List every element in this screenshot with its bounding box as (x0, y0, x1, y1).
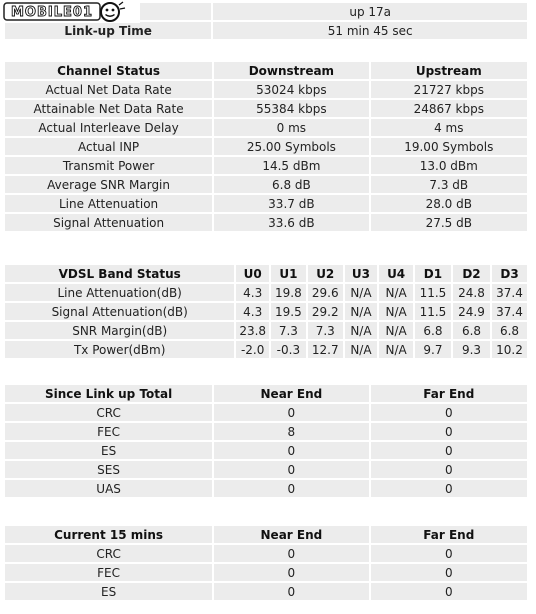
linkup-time-row (5, 22, 527, 39)
vdsl-header-row (5, 265, 527, 282)
band-value: -0.3 (271, 341, 306, 358)
since-linkup-table (3, 383, 529, 499)
band-header: U3 (345, 265, 378, 282)
status-value: up 17a (213, 3, 527, 20)
near-end-value: 8 (214, 423, 368, 440)
current-15-table (3, 524, 529, 602)
channel-row (5, 176, 527, 193)
band-value: N/A (379, 284, 413, 301)
far-end-value: 0 (371, 423, 527, 440)
upstream-value: 21727 kbps (371, 81, 527, 98)
metric-label: Tx Power(dBm) (5, 341, 234, 358)
channel-row (5, 195, 527, 212)
near-end-header: Near End (214, 526, 368, 543)
downstream-value: 53024 kbps (214, 81, 368, 98)
far-end-value: 0 (371, 461, 527, 478)
current-15-header-row (5, 526, 527, 543)
band-value: 37.4 (492, 303, 527, 320)
band-value: 29.6 (308, 284, 343, 301)
band-header: U2 (308, 265, 343, 282)
band-value: 37.4 (492, 284, 527, 301)
mobile01-logo-graphic (2, 1, 140, 23)
channel-header-row (5, 62, 527, 79)
downstream-value: 33.7 dB (214, 195, 368, 212)
mobile01-logo (2, 1, 140, 23)
since-linkup-header-row (5, 385, 527, 402)
current-15-rows (5, 545, 527, 600)
counter-label: CRC (5, 404, 212, 421)
band-value: 10.2 (492, 341, 527, 358)
vdsl-rows (5, 284, 527, 358)
near-end-header: Near End (214, 385, 368, 402)
band-value: 6.8 (453, 322, 490, 339)
metric-label: Signal Attenuation(dB) (5, 303, 234, 320)
since-linkup-row (5, 480, 527, 497)
band-value: 7.3 (308, 322, 343, 339)
downstream-value: 33.6 dB (214, 214, 368, 231)
near-end-value: 0 (214, 461, 368, 478)
far-end-value: 0 (371, 583, 527, 600)
channel-status-table (3, 60, 529, 233)
channel-row (5, 119, 527, 136)
vdsl-row (5, 341, 527, 358)
metric-label: Attainable Net Data Rate (5, 100, 212, 117)
current-15-row (5, 545, 527, 562)
vdsl-band-table (3, 263, 529, 360)
band-header: U1 (271, 265, 306, 282)
band-value: N/A (379, 341, 413, 358)
counter-label: UAS (5, 480, 212, 497)
upstream-value: 4 ms (371, 119, 527, 136)
downstream-value: 55384 kbps (214, 100, 368, 117)
metric-label: Transmit Power (5, 157, 212, 174)
downstream-value: 25.00 Symbols (214, 138, 368, 155)
metric-label: Line Attenuation(dB) (5, 284, 234, 301)
counter-label: FEC (5, 423, 212, 440)
upstream-value: 7.3 dB (371, 176, 527, 193)
upstream-header: Upstream (371, 62, 527, 79)
current-15-header: Current 15 mins (5, 526, 212, 543)
band-value: 24.9 (453, 303, 490, 320)
band-value: 23.8 (236, 322, 269, 339)
metric-label: Average SNR Margin (5, 176, 212, 193)
linkup-time-value: 51 min 45 sec (213, 22, 527, 39)
vdsl-row (5, 322, 527, 339)
channel-row (5, 138, 527, 155)
current-15-row (5, 564, 527, 581)
near-end-value: 0 (214, 583, 368, 600)
far-end-header: Far End (371, 526, 527, 543)
band-value: N/A (345, 303, 378, 320)
band-value: 4.3 (236, 284, 269, 301)
near-end-value: 0 (214, 545, 368, 562)
near-end-value: 0 (214, 564, 368, 581)
counter-label: ES (5, 583, 212, 600)
band-value: 6.8 (415, 322, 451, 339)
near-end-value: 0 (214, 442, 368, 459)
band-value: 19.8 (271, 284, 306, 301)
vdsl-row (5, 303, 527, 320)
band-value: N/A (345, 322, 378, 339)
band-value: N/A (379, 322, 413, 339)
band-header: U4 (379, 265, 413, 282)
far-end-value: 0 (371, 564, 527, 581)
band-header: D2 (453, 265, 490, 282)
counter-label: FEC (5, 564, 212, 581)
since-linkup-row (5, 442, 527, 459)
band-value: N/A (379, 303, 413, 320)
since-linkup-row (5, 461, 527, 478)
since-linkup-header: Since Link up Total (5, 385, 212, 402)
channel-row (5, 81, 527, 98)
band-value: 7.3 (271, 322, 306, 339)
downstream-header: Downstream (214, 62, 368, 79)
band-value: 29.2 (308, 303, 343, 320)
band-header: D1 (415, 265, 451, 282)
downstream-value: 0 ms (214, 119, 368, 136)
since-linkup-row (5, 404, 527, 421)
band-value: 11.5 (415, 303, 451, 320)
counter-label: SES (5, 461, 212, 478)
current-15-row (5, 583, 527, 600)
near-end-value: 0 (214, 480, 368, 497)
band-header: U0 (236, 265, 269, 282)
metric-label: SNR Margin(dB) (5, 322, 234, 339)
metric-label: Actual Interleave Delay (5, 119, 212, 136)
far-end-value: 0 (371, 480, 527, 497)
upstream-value: 28.0 dB (371, 195, 527, 212)
upstream-value: 27.5 dB (371, 214, 527, 231)
band-value: 24.8 (453, 284, 490, 301)
channel-status-header: Channel Status (5, 62, 212, 79)
metric-label: Actual Net Data Rate (5, 81, 212, 98)
channel-rows (5, 81, 527, 231)
far-end-header: Far End (371, 385, 527, 402)
band-value: 4.3 (236, 303, 269, 320)
channel-row (5, 157, 527, 174)
vdsl-band-status-header: VDSL Band Status (5, 265, 234, 282)
band-value: 12.7 (308, 341, 343, 358)
counter-label: ES (5, 442, 212, 459)
band-value: 6.8 (492, 322, 527, 339)
channel-row (5, 100, 527, 117)
far-end-value: 0 (371, 545, 527, 562)
metric-label: Actual INP (5, 138, 212, 155)
metric-label: Signal Attenuation (5, 214, 212, 231)
since-linkup-rows (5, 404, 527, 497)
band-value: 9.7 (415, 341, 451, 358)
downstream-value: 14.5 dBm (214, 157, 368, 174)
band-value: N/A (345, 341, 378, 358)
channel-row (5, 214, 527, 231)
band-value: 19.5 (271, 303, 306, 320)
band-header: D3 (492, 265, 527, 282)
far-end-value: 0 (371, 442, 527, 459)
band-value: 9.3 (453, 341, 490, 358)
downstream-value: 6.8 dB (214, 176, 368, 193)
band-value: -2.0 (236, 341, 269, 358)
far-end-value: 0 (371, 404, 527, 421)
logo-text: MOBILE01 (11, 5, 93, 20)
metric-label: Line Attenuation (5, 195, 212, 212)
vdsl-row (5, 284, 527, 301)
linkup-time-label: Link-up Time (5, 22, 211, 39)
counter-label: CRC (5, 545, 212, 562)
since-linkup-row (5, 423, 527, 440)
upstream-value: 24867 kbps (371, 100, 527, 117)
band-value: 11.5 (415, 284, 451, 301)
near-end-value: 0 (214, 404, 368, 421)
band-value: N/A (345, 284, 378, 301)
upstream-value: 19.00 Symbols (371, 138, 527, 155)
upstream-value: 13.0 dBm (371, 157, 527, 174)
